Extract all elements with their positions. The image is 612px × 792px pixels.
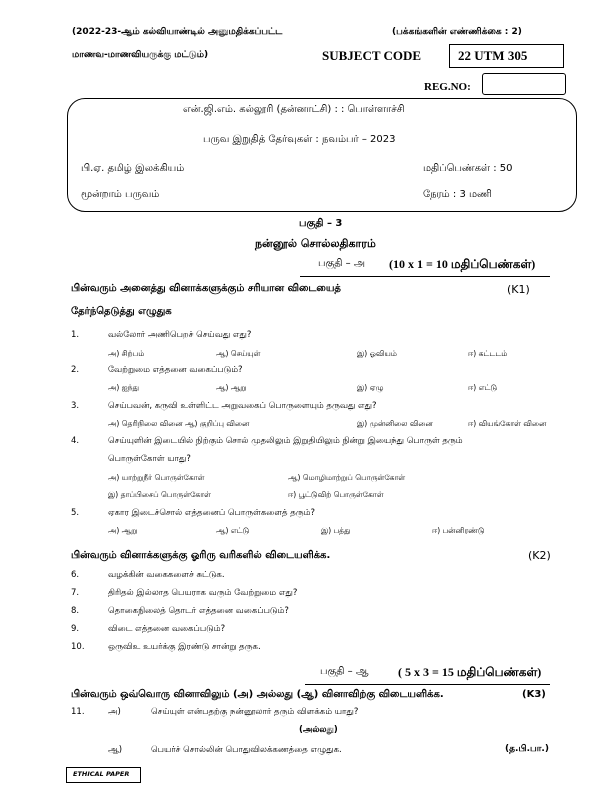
option-c: இ) பத்து (321, 526, 351, 535)
option-b: ஆ) எட்டு (216, 526, 250, 535)
section-b-instruction: பின்வரும் ஒவ்வொரு வினாவிலும் (அ) அல்லது (ஆ) வினாவிற்கு விடையளிக்க. (71, 689, 444, 700)
section-b-level: (K3) (522, 689, 546, 700)
option-a: அ) சிற்பம் (108, 349, 145, 358)
student-note: மாணவ-மாணவியருக்கு மட்டும்) (72, 50, 209, 60)
short-answer-level: (K2) (528, 549, 551, 562)
question-number: 3. (71, 401, 80, 411)
section-a-marks: (10 x 1 = 10 மதிப்பெண்கள்) (389, 257, 536, 271)
option-a-b: அ) தெரிநிலை வினை ஆ) குறிப்பு வினை (108, 419, 250, 428)
option-b: ஆ) செய்யுள் (216, 349, 261, 358)
question-text: தொகைநிலைத் தொடர் எத்தனை வகைப்படும்? (108, 606, 289, 616)
page-count-note: (பக்கங்களின் எண்ணிக்கை : 2) (392, 27, 522, 37)
question-number: 6. (71, 570, 80, 580)
ethical-paper-badge (66, 767, 141, 783)
semester: மூன்றாம் பருவம் (81, 189, 160, 200)
section-a-underline (300, 276, 550, 277)
question-number: 1. (71, 330, 80, 340)
section-b-marks: ( 5 x 3 = 15 மதிப்பெண்கள்) (398, 665, 542, 679)
section-a-level: (K1) (507, 283, 530, 296)
or-separator: (அல்லது) (299, 725, 338, 735)
option-c: இ) தாப்பிசைப் பொருள்கோள் (108, 490, 211, 499)
option-c: இ) முன்னிலை வினை (357, 419, 433, 428)
question-text: செய்யுள் என்பதற்கு நன்னூலார் தரும் விளக்கம் யாது? (151, 707, 359, 717)
question-number: 4. (71, 436, 80, 446)
question-text: வேற்றுமை எத்தனை வகைப்படும்? (108, 365, 243, 375)
option-a: அ) ஐந்து (108, 383, 139, 392)
question-number: 2. (71, 365, 80, 375)
question-text: திரிதல் இல்லாத பெயராக வரும் வேற்றுமை எது? (108, 588, 298, 598)
option-label: அ) (108, 707, 121, 717)
option-b: ஆ) ஆறு (216, 383, 247, 392)
option-d: ஈ) எட்டு (468, 383, 498, 392)
exam-time: நேரம் : 3 மணி (423, 189, 492, 200)
subject-code-label: SUBJECT CODE (322, 48, 422, 63)
question-text: விடை எத்தனை வகைப்படும்? (108, 624, 226, 634)
option-d: ஈ) பன்னிரண்டு (432, 526, 485, 535)
question-number: 9. (71, 624, 80, 634)
reg-no-field[interactable] (482, 73, 566, 95)
question-number: 10. (71, 642, 85, 652)
question-text-continued: பொருள்கோள் யாது? (108, 454, 191, 464)
college-name: என்.ஜி.எம். கல்லூரி (தன்னாட்சி) : : பொள்ளாச்சி (183, 104, 405, 115)
exam-title: பருவ இறுதித் தேர்வுகள் : நவம்பர் – 2023 (203, 134, 396, 145)
option-d: ஈ) கட்டடம் (468, 349, 508, 358)
turn-over-note: (த.பி.பா.) (505, 744, 549, 754)
question-text: பெயர்ச் சொல்லின் பொதுவிலக்கணத்தை எழுதுக. (151, 745, 342, 755)
question-number: 11. (71, 707, 85, 717)
section-a-instruction-2: தேர்ந்தெடுத்து எழுதுக (71, 306, 172, 317)
course-name: பி.ஏ. தமிழ் இலக்கியம் (81, 163, 185, 174)
option-label: ஆ) (108, 745, 123, 755)
question-text: வல்லோர் அணிபெறச் செய்வது எது? (108, 330, 252, 340)
ethical-paper-label: ETHICAL PAPER (73, 770, 130, 778)
question-text: ஒருவிஉ உயர்க்கு இரண்டு சான்று தருக. (108, 642, 261, 652)
question-text: ஏகார இடைச்சொல் எத்தனைப் பொருள்களைத் தரும்? (108, 508, 315, 518)
option-a: அ) ஆறு (108, 526, 138, 535)
question-number: 5. (71, 508, 80, 518)
academic-year-note: (2022-23-ஆம் கல்வியாண்டில் அனுமதிக்கப்பட்ட (72, 27, 283, 37)
subject-code: 22 UTM 305 (458, 48, 528, 63)
option-b: ஆ) மொழிமாற்றுப் பொருள்கோள் (288, 473, 406, 482)
option-a: அ) யாற்றுநீர் பொருள்கோள் (108, 473, 205, 482)
max-marks: மதிப்பெண்கள் : 50 (423, 163, 513, 174)
section-a-instruction: பின்வரும் அனைத்து வினாக்களுக்கும் சரியான விடையைத் (71, 283, 341, 294)
section-b-underline (305, 684, 550, 685)
reg-no-label: REG.NO: (424, 81, 471, 93)
section-a-heading: பகுதி – அ (318, 258, 365, 269)
section-b-heading: பகுதி – ஆ (320, 666, 369, 677)
question-text: செய்யுளின் இடையில் நிற்கும் சொல் முதலிலும் இறுதியிலும் நின்று இயைந்து பொருள் தரும் (108, 436, 463, 446)
question-number: 7. (71, 588, 80, 598)
question-text: வழக்கின் வகைகளைச் சுட்டுக. (108, 570, 225, 580)
option-d: ஈ) பூட்டுவிற் பொருள்கோள் (288, 490, 384, 499)
paper-part: பகுதி – 3 (299, 218, 343, 229)
paper-title: நன்னூல் சொல்லதிகாரம் (255, 237, 376, 250)
option-c: இ) ஏழு (357, 383, 384, 392)
option-d: ஈ) வியங்கோள் வினை (468, 419, 547, 428)
question-text: செய்பவன், கருவி உள்ளிட்ட அறுவகைப் பொருளையும் தருவது எது? (108, 401, 377, 411)
short-answer-instruction: பின்வரும் வினாக்களுக்கு ஓரிரு வரிகளில் விடையளிக்க. (71, 550, 331, 561)
question-number: 8. (71, 606, 80, 616)
option-c: இ) ஓவியம் (357, 349, 397, 358)
